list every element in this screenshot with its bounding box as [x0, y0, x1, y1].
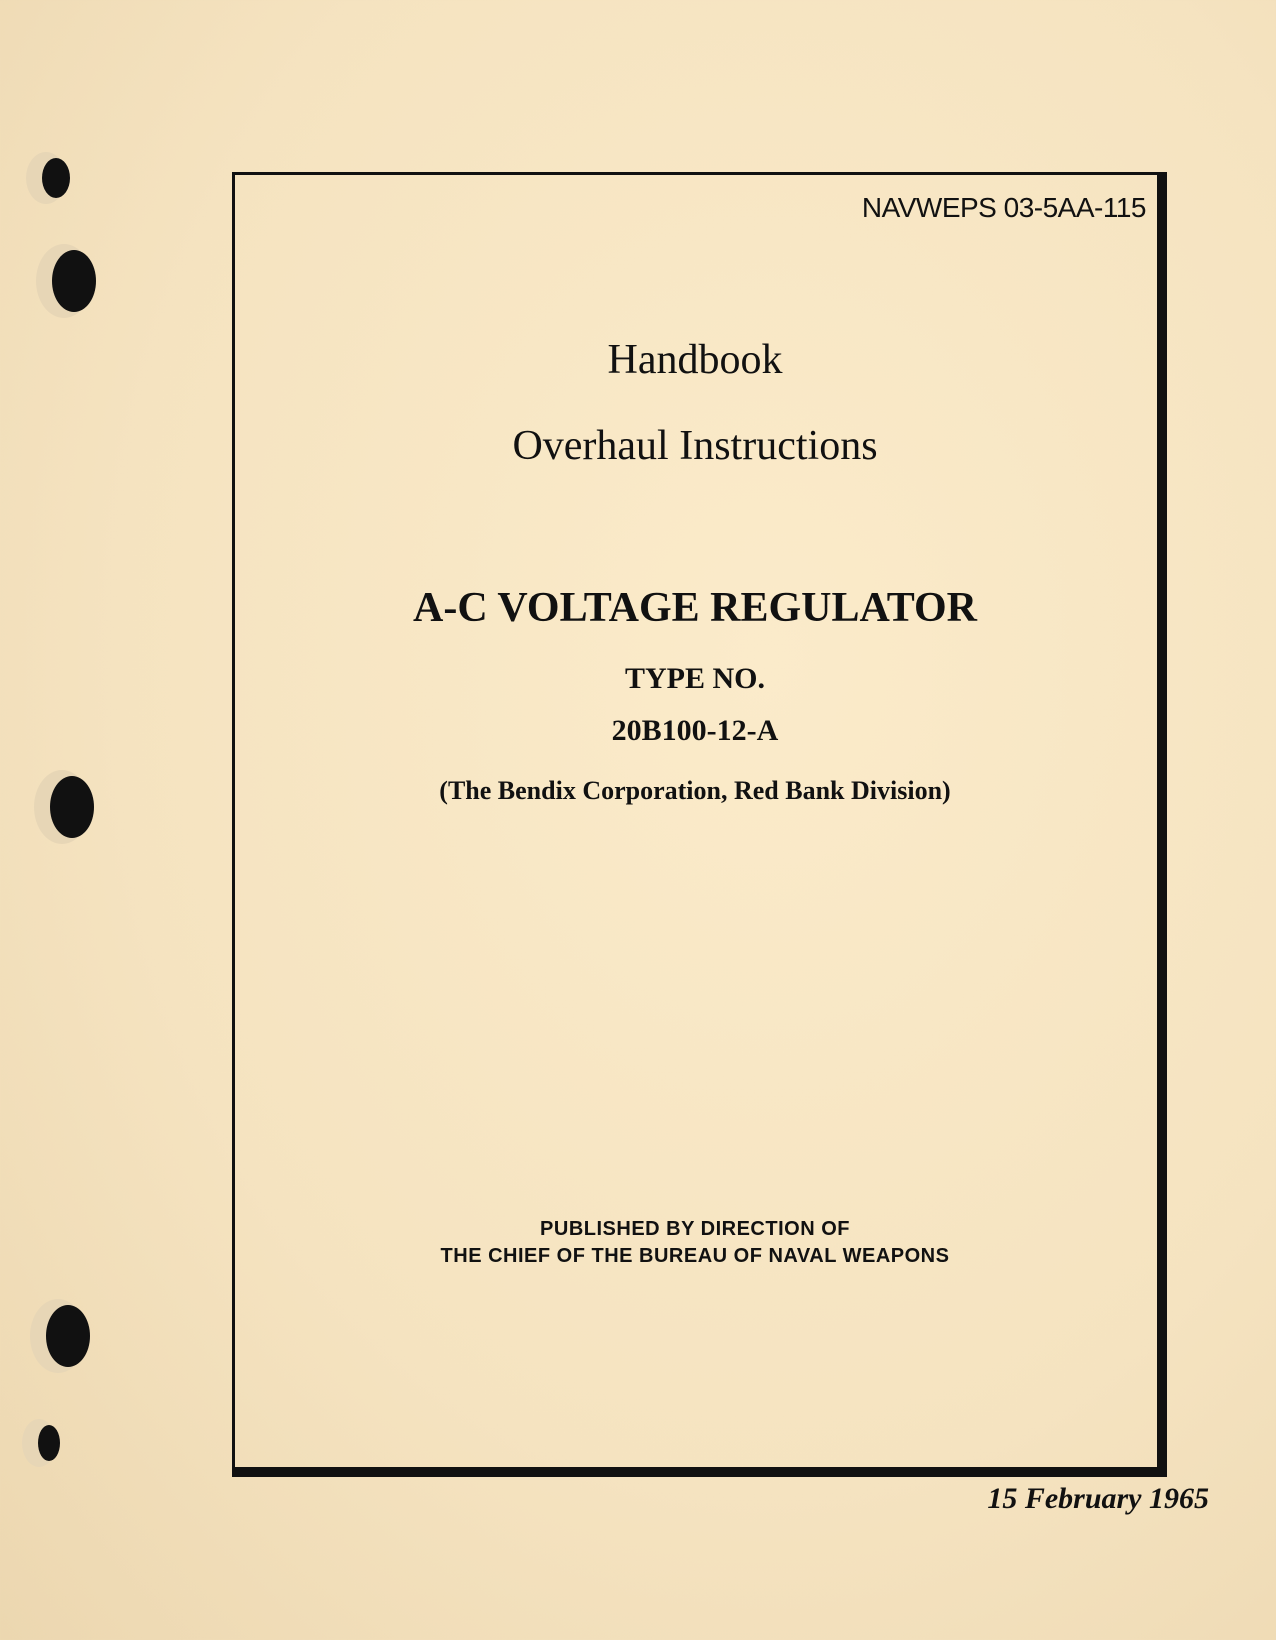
punch-hole: [46, 1305, 90, 1367]
title-overhaul-instructions: Overhaul Instructions: [512, 423, 878, 469]
subject-title: A-C VOLTAGE REGULATOR: [413, 585, 977, 631]
type-label: TYPE NO.: [624, 662, 765, 695]
publication-date: 15 February 1965: [987, 1482, 1209, 1515]
manufacturer: (The Bendix Corporation, Red Bank Division): [439, 776, 951, 805]
publisher-line-2: THE CHIEF OF THE BUREAU OF NAVAL WEAPONS: [440, 1245, 950, 1267]
type-number: 20B100-12-A: [611, 714, 779, 747]
title-handbook: Handbook: [607, 337, 783, 383]
publisher-line-1: PUBLISHED BY DIRECTION OF: [540, 1218, 850, 1240]
document-number: NAVWEPS 03-5AA-115: [861, 192, 1146, 223]
punch-hole: [52, 250, 96, 312]
punch-hole: [38, 1425, 60, 1461]
punch-hole: [42, 158, 70, 198]
